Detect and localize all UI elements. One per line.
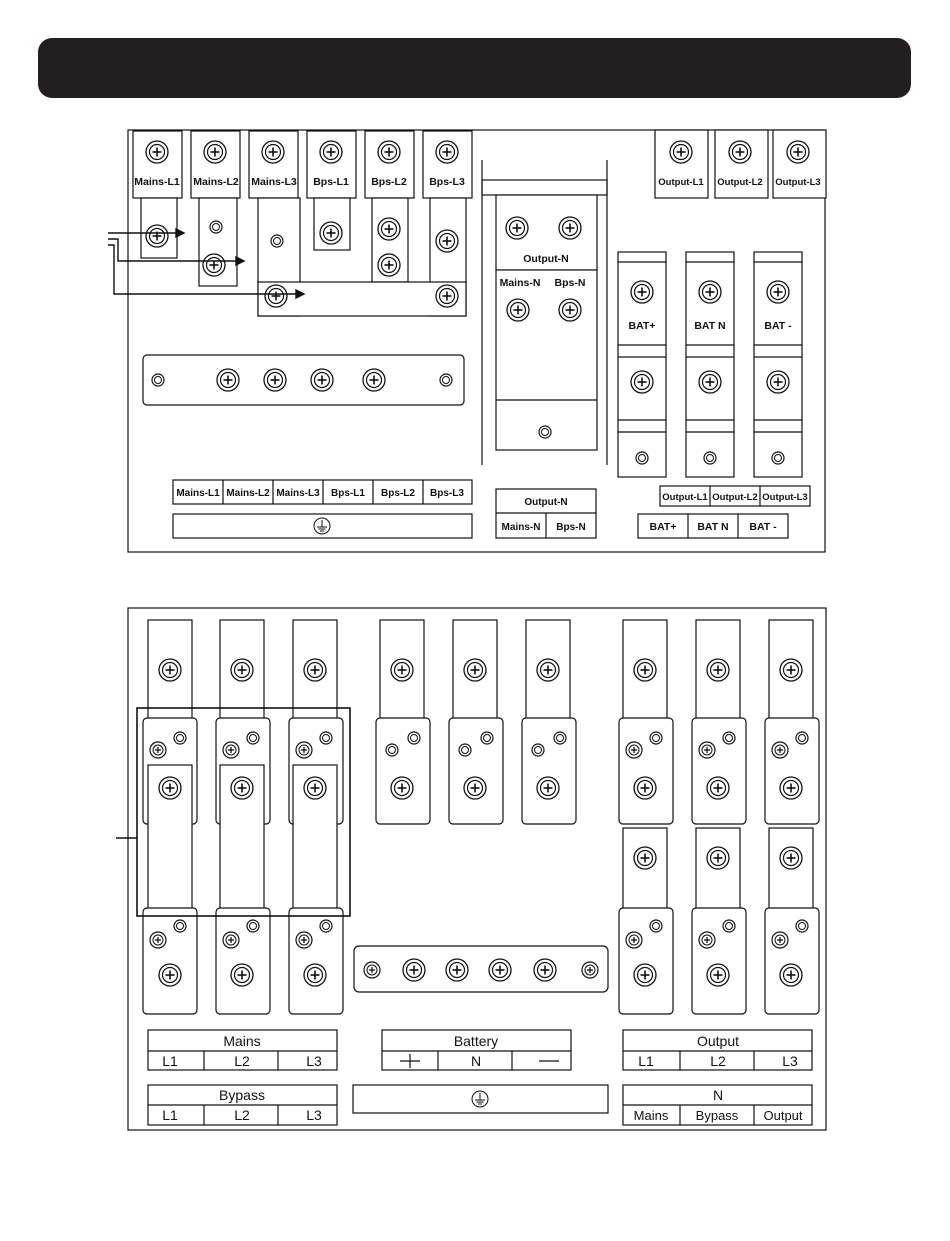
mains-cell: L1	[162, 1053, 178, 1069]
bottom-ground-bar	[354, 946, 608, 992]
battery-terminal-label: BAT+	[628, 320, 656, 332]
legend-cell: Bps-L1	[331, 488, 365, 499]
output-terminal-label: Output-L2	[717, 177, 763, 188]
mains-title: Mains	[223, 1033, 261, 1049]
ground-bar	[143, 355, 464, 405]
terminal-label: Mains-L1	[134, 176, 180, 188]
neutral-cell: Mains	[633, 1108, 669, 1123]
terminal-label: Mains-L2	[193, 176, 239, 188]
battery-terminal-tabs	[618, 252, 802, 477]
battery-title: Battery	[453, 1033, 499, 1049]
bypass-cell: L2	[234, 1107, 250, 1123]
battery-terminal-label: BAT N	[694, 320, 726, 332]
bottom-diagram	[116, 608, 826, 1130]
legend-cell: Mains-L1	[176, 488, 220, 499]
output-title: Output	[696, 1033, 740, 1049]
battery-legend-cell: BAT N	[697, 521, 729, 533]
output-legend-cell: Output-L1	[662, 492, 708, 503]
battery-terminal-label: BAT -	[764, 320, 792, 332]
terminal-label: Bps-L1	[313, 176, 349, 188]
neutral-cell: Output	[763, 1108, 803, 1123]
output-cell: L1	[638, 1053, 654, 1069]
output-cell: L2	[710, 1053, 726, 1069]
mains-bus-bars	[143, 718, 343, 1014]
legend-cell: Mains-L3	[276, 488, 320, 499]
output-cell: L3	[782, 1053, 798, 1069]
neutral-block	[482, 160, 607, 465]
bypass-cell: L1	[162, 1107, 178, 1123]
neutral-cell: Bypass	[695, 1108, 739, 1123]
battery-legend-cell: BAT -	[749, 521, 777, 533]
output-terminal-label: Output-L3	[775, 177, 821, 188]
neutral-title: N	[712, 1087, 724, 1103]
neutral-mains-label: Mains-N	[499, 277, 541, 289]
output-legend-cell: Output-L2	[712, 492, 758, 503]
terminal-label: Bps-L2	[371, 176, 407, 188]
upper-terminal-brackets	[141, 198, 466, 316]
bottom-terminal-tabs	[148, 620, 813, 720]
mains-cell: L3	[306, 1053, 322, 1069]
legend-cell: Bps-L2	[381, 488, 415, 499]
bypass-cell: L3	[306, 1107, 322, 1123]
neutral-legend-right: Bps-N	[556, 522, 586, 533]
neutral-legend-left: Mains-N	[501, 522, 541, 533]
battery-cell: N	[470, 1053, 482, 1069]
terminal-label: Bps-L3	[429, 176, 465, 188]
legend-cell: Bps-L3	[430, 488, 464, 499]
neutral-output-label: Output-N	[523, 253, 569, 265]
output-brackets	[619, 718, 819, 1014]
upper-terminal-tabs	[133, 131, 472, 198]
terminal-label: Mains-L3	[251, 176, 297, 188]
output-legend-cell: Output-L3	[762, 492, 808, 503]
bypass-title: Bypass	[219, 1087, 265, 1103]
legend-cell: Mains-L2	[226, 488, 270, 499]
neutral-bypass-label: Bps-N	[554, 277, 586, 289]
battery-brackets	[376, 718, 576, 824]
output-terminal-label: Output-L1	[658, 177, 704, 188]
mains-cell: L2	[234, 1053, 250, 1069]
battery-legend-cell: BAT+	[649, 521, 677, 533]
neutral-legend-top: Output-N	[524, 497, 568, 508]
